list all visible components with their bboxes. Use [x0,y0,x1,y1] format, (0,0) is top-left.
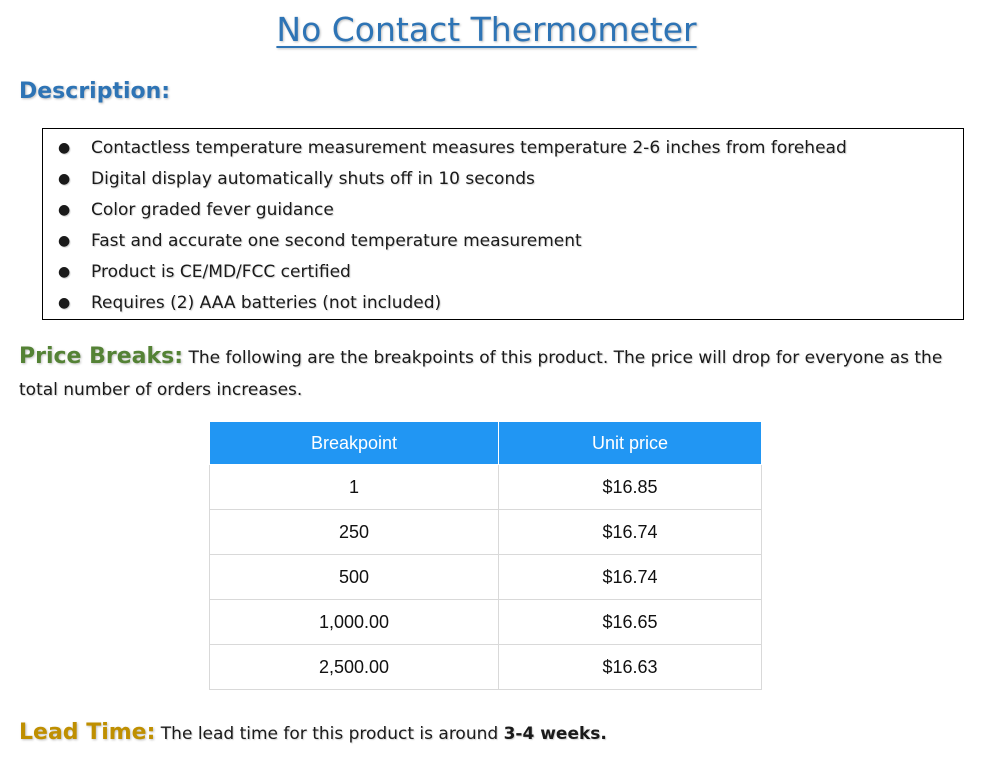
description-heading: Description: [19,79,171,104]
unit-price-cell: $16.74 [499,510,762,555]
unit-price-cell: $16.63 [499,645,762,690]
bullet-icon: ● [58,264,71,280]
bullet-icon: ● [58,171,71,187]
list-item [43,166,963,197]
list-item [43,228,963,259]
list-item [43,197,963,228]
unit-price-cell: $16.74 [499,555,762,600]
price-breaks-paragraph [19,341,969,406]
page-title: No Contact Thermometer [276,10,697,49]
list-item-text: Requires (2) AAA batteries (not included) [91,293,442,313]
lead-time-text: The lead time for this product is around [155,724,504,744]
breakpoint-cell: 500 [210,555,499,600]
list-item-text: Fast and accurate one second temperature measurement [91,231,582,251]
breakpoint-cell: 2,500.00 [210,645,499,690]
breakpoint-cell: 1,000.00 [210,600,499,645]
table-header-row [210,422,762,465]
bullet-icon: ● [58,233,71,249]
table-row [210,465,762,510]
column-header-unit-price: Unit price [499,422,762,465]
list-item-text: Digital display automatically shuts off in 10 seconds [91,169,535,189]
list-item [43,290,963,321]
list-item-text: Contactless temperature measurement measures temperature 2-6 inches from forehead [91,138,847,158]
bullet-icon: ● [58,140,71,156]
bullet-icon: ● [58,202,71,218]
price-breaks-text: The following are the breakpoints of this product. The price will drop for everyone as the total number of orders increases. [19,348,943,400]
column-header-breakpoint: Breakpoint [210,422,499,465]
lead-time-heading: Lead Time: [19,720,156,745]
list-item [43,259,963,290]
table-row [210,645,762,690]
list-item-text: Color graded fever guidance [91,200,334,220]
price-table [209,421,762,690]
lead-time-paragraph [19,716,607,751]
bullet-icon: ● [58,295,71,311]
lead-time-value: 3-4 weeks. [503,724,607,744]
table-row [210,555,762,600]
description-list [42,128,964,320]
list-item [43,135,963,166]
table-row [210,510,762,555]
price-breaks-heading: Price Breaks: [19,344,184,369]
unit-price-cell: $16.85 [499,465,762,510]
unit-price-cell: $16.65 [499,600,762,645]
list-item-text: Product is CE/MD/FCC certified [91,262,351,282]
table-row [210,600,762,645]
breakpoint-cell: 1 [210,465,499,510]
breakpoint-cell: 250 [210,510,499,555]
